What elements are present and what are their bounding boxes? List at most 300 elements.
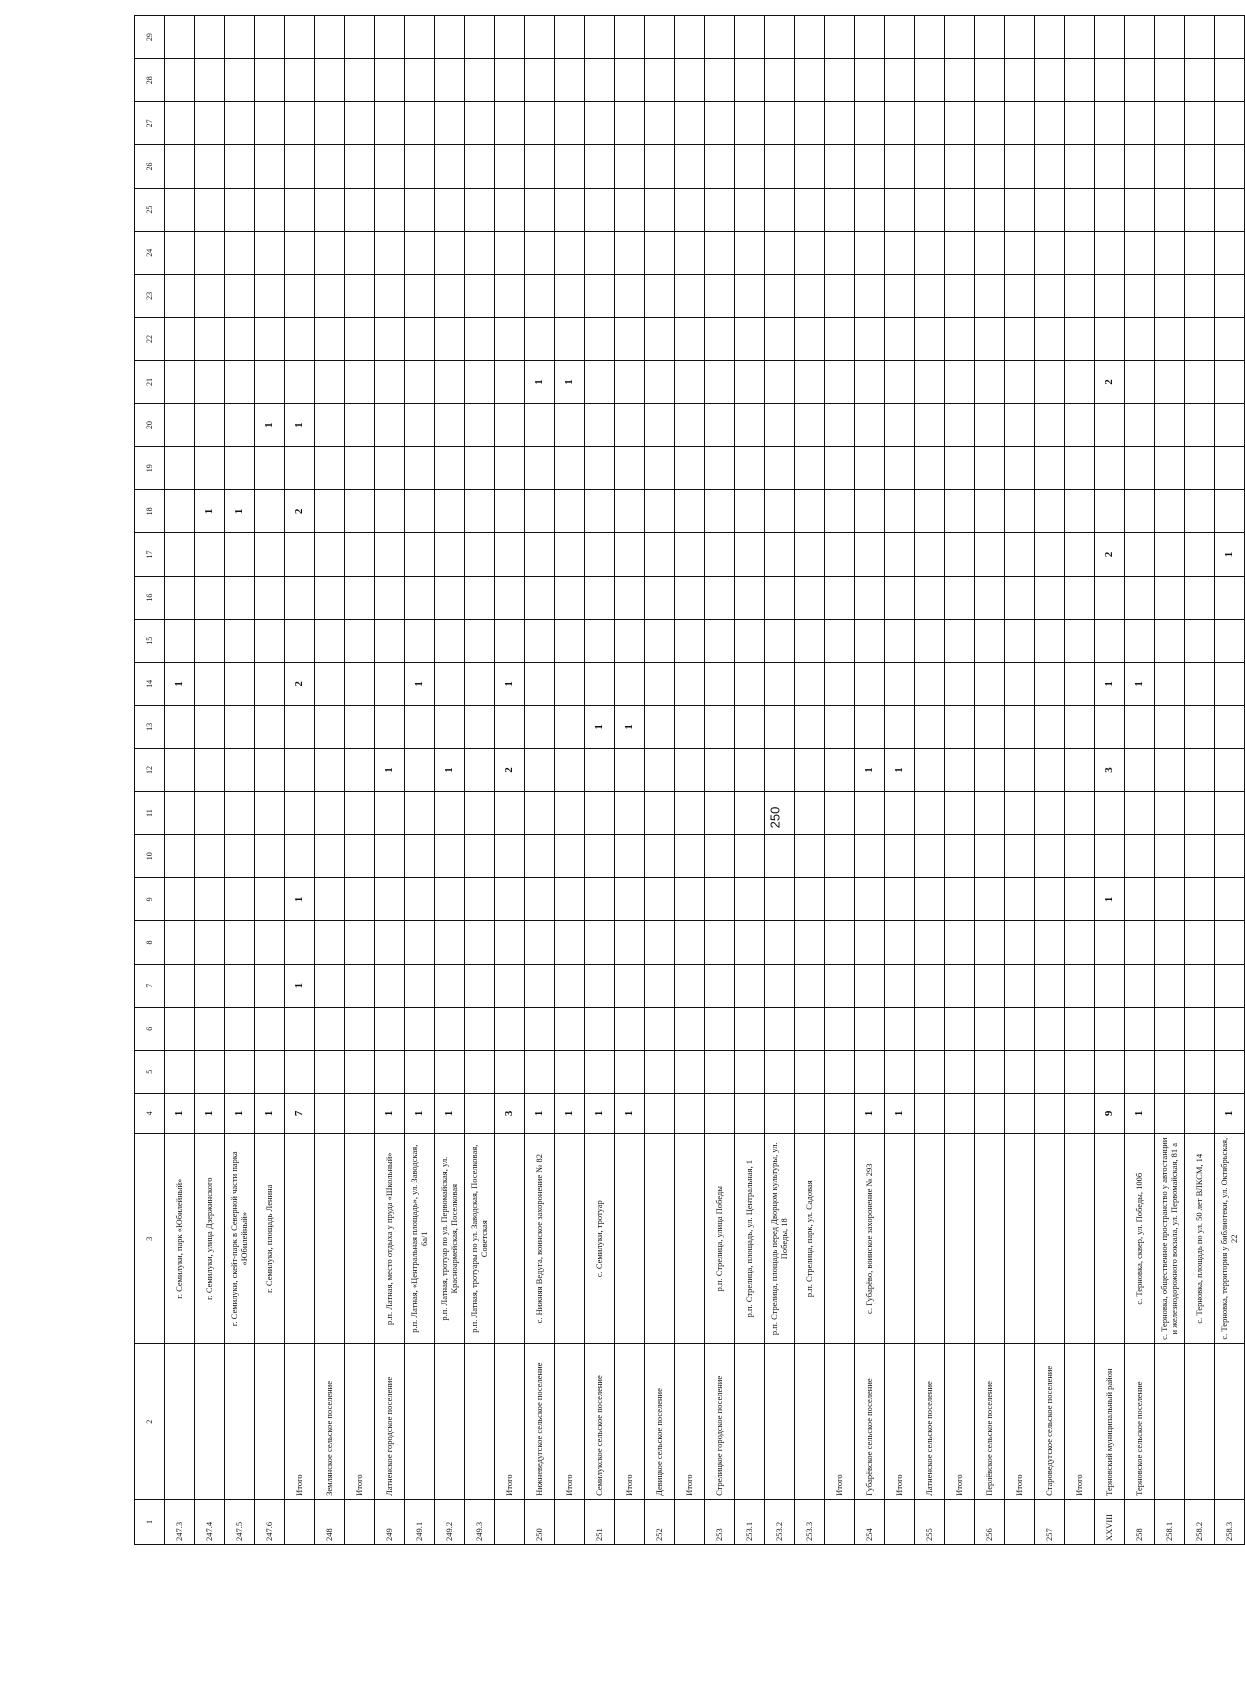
value-cell	[675, 748, 705, 791]
value-cell	[825, 188, 855, 231]
value-cell	[885, 188, 915, 231]
value-cell	[405, 576, 435, 619]
value-cell	[345, 317, 375, 360]
value-cell	[1155, 59, 1185, 102]
value-cell	[585, 274, 615, 317]
value-cell	[1155, 748, 1185, 791]
value-cell	[1125, 748, 1155, 791]
municipality-name: Итого	[495, 1344, 525, 1499]
value-cell	[345, 274, 375, 317]
value-cell	[645, 835, 675, 878]
value-cell	[705, 317, 735, 360]
value-cell	[1185, 964, 1215, 1007]
value-cell	[855, 188, 885, 231]
value-cell	[525, 188, 555, 231]
value-cell	[345, 1093, 375, 1133]
municipality-name	[1185, 1344, 1215, 1499]
value-cell	[585, 792, 615, 835]
value-cell	[195, 360, 225, 403]
value-cell	[465, 792, 495, 835]
location-address: г. Семилуки, улица Дзержинского	[195, 1133, 225, 1344]
value-cell	[915, 1007, 945, 1050]
value-cell	[1185, 576, 1215, 619]
value-cell	[165, 102, 195, 145]
row-number: 250	[525, 1499, 555, 1544]
value-cell	[1185, 921, 1215, 964]
value-cell	[795, 1007, 825, 1050]
value-cell	[855, 490, 885, 533]
value-cell: 1	[195, 490, 225, 533]
value-cell	[645, 576, 675, 619]
table-row	[945, 16, 975, 1545]
value-cell	[975, 662, 1005, 705]
value-cell	[1035, 360, 1065, 403]
value-cell	[705, 1093, 735, 1133]
value-cell	[885, 231, 915, 274]
value-cell	[765, 705, 795, 748]
value-cell	[615, 964, 645, 1007]
column-header: 1	[135, 1499, 165, 1544]
row-number	[885, 1499, 915, 1544]
value-cell	[1035, 921, 1065, 964]
value-cell	[1005, 317, 1035, 360]
value-cell	[195, 102, 225, 145]
value-cell	[345, 102, 375, 145]
value-cell: 9	[1095, 1093, 1125, 1133]
value-cell	[375, 102, 405, 145]
value-cell	[1155, 360, 1185, 403]
value-cell	[1095, 404, 1125, 447]
location-address: р.п. Стрелица, площадь перед Дворцом культуры, ул. Победы, 18	[765, 1133, 795, 1344]
municipality-name: Итого	[885, 1344, 915, 1499]
value-cell	[1215, 16, 1245, 59]
value-cell	[255, 360, 285, 403]
value-cell	[885, 533, 915, 576]
row-number	[675, 1499, 705, 1544]
value-cell	[225, 878, 255, 921]
location-address: р.п. Латная, тротуары по ул. Заводская, Поселковая, Советская	[465, 1133, 495, 1344]
value-cell	[885, 447, 915, 490]
value-cell	[1155, 878, 1185, 921]
value-cell	[1005, 447, 1035, 490]
value-cell	[165, 835, 195, 878]
value-cell	[555, 317, 585, 360]
value-cell	[405, 1007, 435, 1050]
value-cell	[165, 188, 195, 231]
value-cell	[735, 16, 765, 59]
table-row	[285, 16, 315, 1545]
value-cell	[645, 490, 675, 533]
value-cell	[1185, 1007, 1215, 1050]
value-cell	[495, 59, 525, 102]
municipality-name: Итого	[675, 1344, 705, 1499]
row-number	[945, 1499, 975, 1544]
value-cell	[615, 533, 645, 576]
value-cell	[1155, 404, 1185, 447]
value-cell	[825, 59, 855, 102]
value-cell	[255, 964, 285, 1007]
value-cell	[315, 231, 345, 274]
value-cell	[225, 792, 255, 835]
table-row	[315, 16, 345, 1545]
value-cell	[1185, 59, 1215, 102]
value-cell	[615, 404, 645, 447]
column-header: 13	[135, 705, 165, 748]
value-cell	[705, 533, 735, 576]
value-cell	[945, 447, 975, 490]
municipality-name	[225, 1344, 255, 1499]
value-cell	[1155, 145, 1185, 188]
value-cell	[855, 1007, 885, 1050]
location-address: с. Терновка, сквер, ул. Победы, 100б	[1125, 1133, 1155, 1344]
municipality-name: Стрелицкое городское поселение	[705, 1344, 735, 1499]
table-row	[165, 16, 195, 1545]
column-header: 28	[135, 59, 165, 102]
value-cell	[975, 145, 1005, 188]
value-cell	[825, 619, 855, 662]
value-cell	[345, 835, 375, 878]
value-cell	[1215, 921, 1245, 964]
value-cell	[1155, 231, 1185, 274]
value-cell	[945, 274, 975, 317]
value-cell	[495, 835, 525, 878]
value-cell	[825, 921, 855, 964]
value-cell: 1	[555, 1093, 585, 1133]
value-cell	[285, 748, 315, 791]
value-cell	[1065, 748, 1095, 791]
value-cell	[975, 705, 1005, 748]
value-cell	[945, 964, 975, 1007]
table-row	[345, 16, 375, 1545]
value-cell	[1095, 792, 1125, 835]
value-cell	[1125, 59, 1155, 102]
value-cell	[435, 102, 465, 145]
value-cell	[705, 404, 735, 447]
value-cell	[165, 404, 195, 447]
value-cell	[585, 835, 615, 878]
location-address: р.п. Латная, «Центральная площадь», ул. Заводская, 6а/1	[405, 1133, 435, 1344]
value-cell: 1	[1125, 1093, 1155, 1133]
value-cell	[855, 16, 885, 59]
value-cell	[765, 145, 795, 188]
value-cell	[1035, 619, 1065, 662]
value-cell	[915, 921, 945, 964]
value-cell	[495, 490, 525, 533]
value-cell	[525, 490, 555, 533]
value-cell	[405, 964, 435, 1007]
value-cell	[765, 792, 795, 835]
row-number: 249.3	[465, 1499, 495, 1544]
value-cell	[795, 533, 825, 576]
value-cell	[735, 748, 765, 791]
value-cell	[765, 188, 795, 231]
value-cell	[1095, 145, 1125, 188]
value-cell	[585, 619, 615, 662]
value-cell	[435, 792, 465, 835]
value-cell	[645, 878, 675, 921]
value-cell	[255, 317, 285, 360]
value-cell	[855, 878, 885, 921]
value-cell	[1125, 317, 1155, 360]
value-cell	[1065, 878, 1095, 921]
value-cell	[645, 1007, 675, 1050]
value-cell	[795, 705, 825, 748]
value-cell	[225, 662, 255, 705]
value-cell	[765, 16, 795, 59]
value-cell	[225, 360, 255, 403]
value-cell	[1065, 835, 1095, 878]
value-cell	[825, 404, 855, 447]
value-cell	[585, 447, 615, 490]
value-cell	[375, 447, 405, 490]
value-cell	[735, 921, 765, 964]
value-cell	[885, 1050, 915, 1093]
value-cell	[915, 705, 945, 748]
value-cell	[405, 102, 435, 145]
value-cell	[315, 360, 345, 403]
value-cell	[285, 705, 315, 748]
value-cell	[555, 576, 585, 619]
value-cell	[795, 317, 825, 360]
value-cell	[345, 792, 375, 835]
value-cell	[1035, 274, 1065, 317]
value-cell	[375, 231, 405, 274]
value-cell	[255, 102, 285, 145]
value-cell	[1125, 964, 1155, 1007]
value-cell	[765, 835, 795, 878]
value-cell	[195, 59, 225, 102]
value-cell	[315, 16, 345, 59]
value-cell	[645, 705, 675, 748]
value-cell	[915, 748, 945, 791]
value-cell	[255, 835, 285, 878]
row-number: 249	[375, 1499, 405, 1544]
value-cell	[495, 274, 525, 317]
value-cell	[1005, 533, 1035, 576]
value-cell	[765, 576, 795, 619]
value-cell	[1215, 705, 1245, 748]
value-cell	[945, 1050, 975, 1093]
value-cell	[195, 274, 225, 317]
value-cell	[975, 188, 1005, 231]
value-cell	[1065, 964, 1095, 1007]
value-cell	[285, 317, 315, 360]
value-cell	[375, 145, 405, 188]
row-number	[615, 1499, 645, 1544]
value-cell	[1215, 619, 1245, 662]
value-cell	[915, 231, 945, 274]
value-cell	[405, 231, 435, 274]
value-cell	[255, 533, 285, 576]
value-cell	[1065, 231, 1095, 274]
row-number	[825, 1499, 855, 1544]
value-cell	[855, 533, 885, 576]
value-cell	[945, 102, 975, 145]
value-cell	[945, 705, 975, 748]
value-cell	[375, 490, 405, 533]
municipality-name	[1215, 1344, 1245, 1499]
value-cell	[255, 1007, 285, 1050]
value-cell	[225, 705, 255, 748]
location-address: р.п. Стрелица, парк, ул. Садовая	[795, 1133, 825, 1344]
column-header: 10	[135, 835, 165, 878]
value-cell	[315, 59, 345, 102]
value-cell	[945, 404, 975, 447]
value-cell	[285, 16, 315, 59]
value-cell	[1065, 619, 1095, 662]
value-cell	[255, 705, 285, 748]
value-cell	[525, 533, 555, 576]
value-cell	[225, 835, 255, 878]
value-cell	[1185, 705, 1215, 748]
value-cell	[255, 490, 285, 533]
value-cell	[495, 188, 525, 231]
value-cell	[885, 16, 915, 59]
value-cell	[405, 145, 435, 188]
value-cell	[375, 835, 405, 878]
value-cell	[525, 878, 555, 921]
value-cell	[465, 447, 495, 490]
value-cell	[1125, 490, 1155, 533]
value-cell	[705, 964, 735, 1007]
value-cell	[315, 878, 345, 921]
value-cell	[1005, 662, 1035, 705]
location-address: г. Семилуки, скейт-парк в Северной части парка «Юбилейный»	[225, 1133, 255, 1344]
value-cell	[615, 792, 645, 835]
location-address	[495, 1133, 525, 1344]
value-cell	[945, 921, 975, 964]
value-cell	[345, 188, 375, 231]
value-cell	[525, 16, 555, 59]
value-cell	[255, 576, 285, 619]
value-cell	[675, 317, 705, 360]
table-row	[855, 16, 885, 1545]
value-cell	[885, 360, 915, 403]
value-cell	[615, 231, 645, 274]
column-header: 4	[135, 1093, 165, 1133]
municipality-name: Перлёвское сельское поселение	[975, 1344, 1005, 1499]
value-cell	[375, 1050, 405, 1093]
value-cell	[1065, 576, 1095, 619]
value-cell	[945, 59, 975, 102]
table-row	[825, 16, 855, 1545]
municipality-name: Итого	[825, 1344, 855, 1499]
value-cell	[285, 102, 315, 145]
municipality-name	[735, 1344, 765, 1499]
value-cell	[615, 360, 645, 403]
value-cell	[555, 964, 585, 1007]
value-cell	[705, 231, 735, 274]
value-cell	[375, 619, 405, 662]
value-cell	[1185, 16, 1215, 59]
municipality-name: Землянское сельское поселение	[315, 1344, 345, 1499]
value-cell: 1	[615, 1093, 645, 1133]
value-cell	[555, 921, 585, 964]
value-cell	[555, 59, 585, 102]
value-cell	[945, 619, 975, 662]
value-cell	[1125, 188, 1155, 231]
value-cell	[195, 921, 225, 964]
value-cell	[915, 102, 945, 145]
value-cell	[1095, 835, 1125, 878]
value-cell	[1065, 404, 1095, 447]
value-cell	[1215, 274, 1245, 317]
value-cell	[975, 576, 1005, 619]
value-cell	[825, 792, 855, 835]
column-header: 12	[135, 748, 165, 791]
value-cell	[285, 188, 315, 231]
row-number: 247.6	[255, 1499, 285, 1544]
value-cell	[405, 619, 435, 662]
value-cell	[555, 792, 585, 835]
value-cell	[705, 619, 735, 662]
value-cell	[495, 619, 525, 662]
value-cell	[975, 490, 1005, 533]
value-cell	[1185, 662, 1215, 705]
value-cell	[375, 792, 405, 835]
value-cell	[615, 490, 645, 533]
value-cell	[195, 533, 225, 576]
value-cell: 1	[495, 662, 525, 705]
row-number: 253.3	[795, 1499, 825, 1544]
value-cell	[765, 964, 795, 1007]
row-number: 247.3	[165, 1499, 195, 1544]
value-cell	[1035, 102, 1065, 145]
value-cell	[825, 1050, 855, 1093]
value-cell	[735, 274, 765, 317]
value-cell	[645, 662, 675, 705]
value-cell	[585, 748, 615, 791]
value-cell	[375, 705, 405, 748]
value-cell	[525, 102, 555, 145]
value-cell	[1215, 1007, 1245, 1050]
value-cell	[1035, 748, 1065, 791]
value-cell	[1155, 1007, 1185, 1050]
column-header: 27	[135, 102, 165, 145]
municipality-name	[465, 1344, 495, 1499]
value-cell	[585, 360, 615, 403]
value-cell	[735, 964, 765, 1007]
value-cell	[915, 835, 945, 878]
column-header: 19	[135, 447, 165, 490]
value-cell	[735, 360, 765, 403]
value-cell	[765, 404, 795, 447]
value-cell	[645, 404, 675, 447]
column-header: 15	[135, 619, 165, 662]
municipality-name: Семилукское сельское поселение	[585, 1344, 615, 1499]
value-cell	[885, 145, 915, 188]
value-cell	[825, 490, 855, 533]
value-cell	[345, 576, 375, 619]
column-header: 18	[135, 490, 165, 533]
value-cell	[345, 921, 375, 964]
value-cell	[225, 619, 255, 662]
value-cell	[1035, 1093, 1065, 1133]
value-cell	[975, 878, 1005, 921]
location-address: р.п. Латная, место отдыха у пруда «Школьный»	[375, 1133, 405, 1344]
value-cell	[465, 533, 495, 576]
value-cell	[765, 317, 795, 360]
value-cell	[615, 102, 645, 145]
value-cell	[1215, 404, 1245, 447]
value-cell	[225, 533, 255, 576]
value-cell	[855, 231, 885, 274]
value-cell	[435, 59, 465, 102]
value-cell: 2	[1095, 360, 1125, 403]
row-number: 247.5	[225, 1499, 255, 1544]
value-cell	[615, 619, 645, 662]
value-cell	[705, 748, 735, 791]
